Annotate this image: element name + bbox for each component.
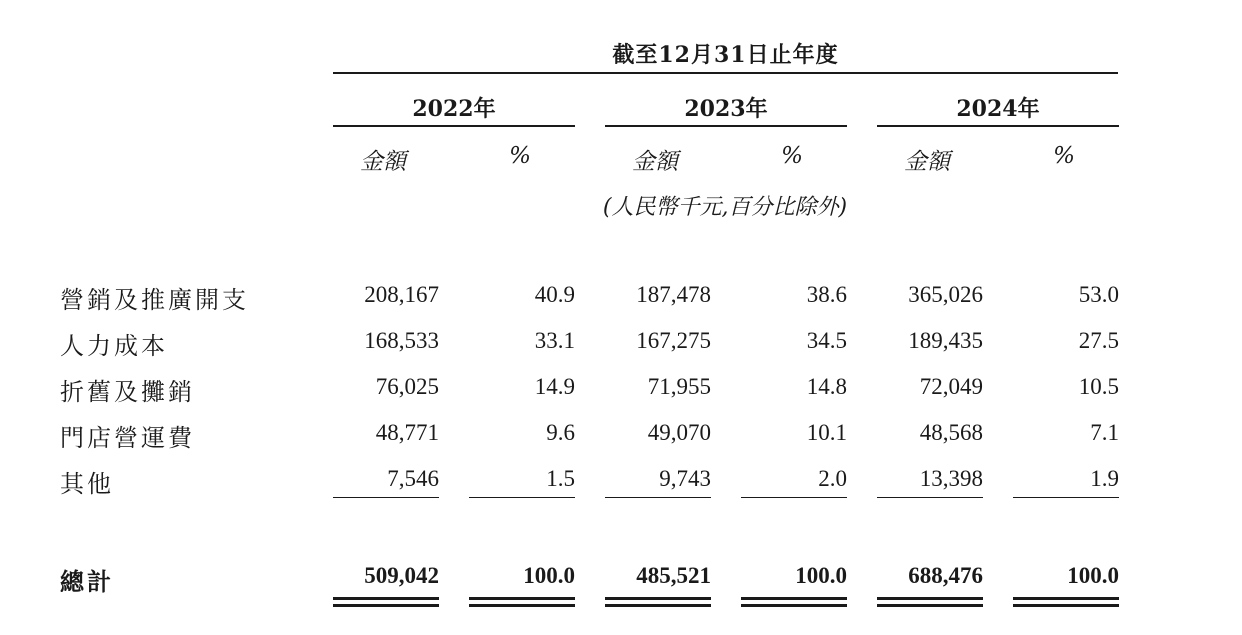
- row-label-others: 其他: [60, 470, 114, 498]
- table-cell: 71,955: [647, 374, 711, 399]
- year-2023: 2023年: [684, 96, 768, 122]
- table-cell: 167,275: [636, 328, 711, 353]
- total-cell: 485,521: [636, 563, 711, 588]
- table-cell: 72,049: [919, 374, 983, 399]
- subtotal-rule: [741, 497, 847, 498]
- row-label-store-operation: 門店營運費: [60, 424, 195, 452]
- table-cell: 208,167: [364, 282, 439, 307]
- year-2022: 2022年: [412, 96, 496, 122]
- table-cell: 187,478: [636, 282, 711, 307]
- table-cell: 14.9: [534, 374, 575, 399]
- row-label-total: 總計: [60, 567, 114, 596]
- double-rule-bottom: [605, 604, 711, 607]
- table-cell: 365,026: [908, 282, 983, 307]
- total-cell: 100.0: [523, 563, 575, 588]
- year-rule-2023: [605, 125, 847, 127]
- double-rule-bottom: [333, 604, 439, 607]
- table-cell: 40.9: [534, 282, 575, 307]
- table-cell: 33.1: [534, 328, 575, 353]
- double-rule-top: [1013, 597, 1119, 600]
- percent-header-2023: %: [781, 143, 803, 169]
- double-rule-top: [877, 597, 983, 600]
- double-rule-bottom: [877, 604, 983, 607]
- year-rule-2022: [333, 125, 575, 127]
- row-label-labor: 人力成本: [60, 332, 168, 360]
- double-rule-top: [333, 597, 439, 600]
- period-title: 截至12月31日止年度: [612, 42, 839, 68]
- year-rule-2024: [877, 125, 1119, 127]
- subtotal-rule: [605, 497, 711, 498]
- double-rule-top: [741, 597, 847, 600]
- table-cell: 7.1: [1090, 420, 1119, 445]
- table-cell: 1.9: [1090, 466, 1119, 491]
- subtotal-rule: [469, 497, 575, 498]
- table-cell: 49,070: [647, 420, 711, 445]
- table-cell: 168,533: [364, 328, 439, 353]
- period-rule: [333, 72, 1118, 74]
- table-cell: 10.5: [1078, 374, 1119, 399]
- table-cell: 38.6: [806, 282, 847, 307]
- table-cell: 189,435: [908, 328, 983, 353]
- table-cell: 14.8: [806, 374, 847, 399]
- table-cell: 53.0: [1078, 282, 1119, 307]
- double-rule-bottom: [741, 604, 847, 607]
- total-cell: 100.0: [1067, 563, 1119, 588]
- total-cell: 688,476: [908, 563, 983, 588]
- table-cell: 34.5: [806, 328, 847, 353]
- table-cell: 10.1: [806, 420, 847, 445]
- amount-header-2024: 金額: [904, 149, 950, 175]
- table-cell: 2.0: [818, 466, 847, 491]
- table-cell: 9.6: [546, 420, 575, 445]
- amount-header-2022: 金額: [360, 149, 406, 175]
- double-rule-bottom: [1013, 604, 1119, 607]
- double-rule-top: [605, 597, 711, 600]
- subtotal-rule: [1013, 497, 1119, 498]
- subtotal-rule: [877, 497, 983, 498]
- row-label-marketing: 營銷及推廣開支: [60, 286, 249, 314]
- total-cell: 100.0: [795, 563, 847, 588]
- table-cell: 13,398: [919, 466, 983, 491]
- total-cell: 509,042: [364, 563, 439, 588]
- percent-header-2024: %: [1053, 143, 1075, 169]
- table-cell: 76,025: [375, 374, 439, 399]
- double-rule-bottom: [469, 604, 575, 607]
- year-2024: 2024年: [956, 96, 1040, 122]
- percent-header-2022: %: [509, 143, 531, 169]
- row-label-depreciation: 折舊及攤銷: [60, 378, 195, 406]
- double-rule-top: [469, 597, 575, 600]
- amount-header-2023: 金額: [632, 149, 678, 175]
- unit-note: (人民幣千元,百分比除外): [602, 195, 848, 220]
- table-cell: 48,568: [919, 420, 983, 445]
- subtotal-rule: [333, 497, 439, 498]
- table-cell: 9,743: [659, 466, 711, 491]
- table-cell: 7,546: [387, 466, 439, 491]
- table-cell: 1.5: [546, 466, 575, 491]
- table-cell: 48,771: [375, 420, 439, 445]
- table-cell: 27.5: [1078, 328, 1119, 353]
